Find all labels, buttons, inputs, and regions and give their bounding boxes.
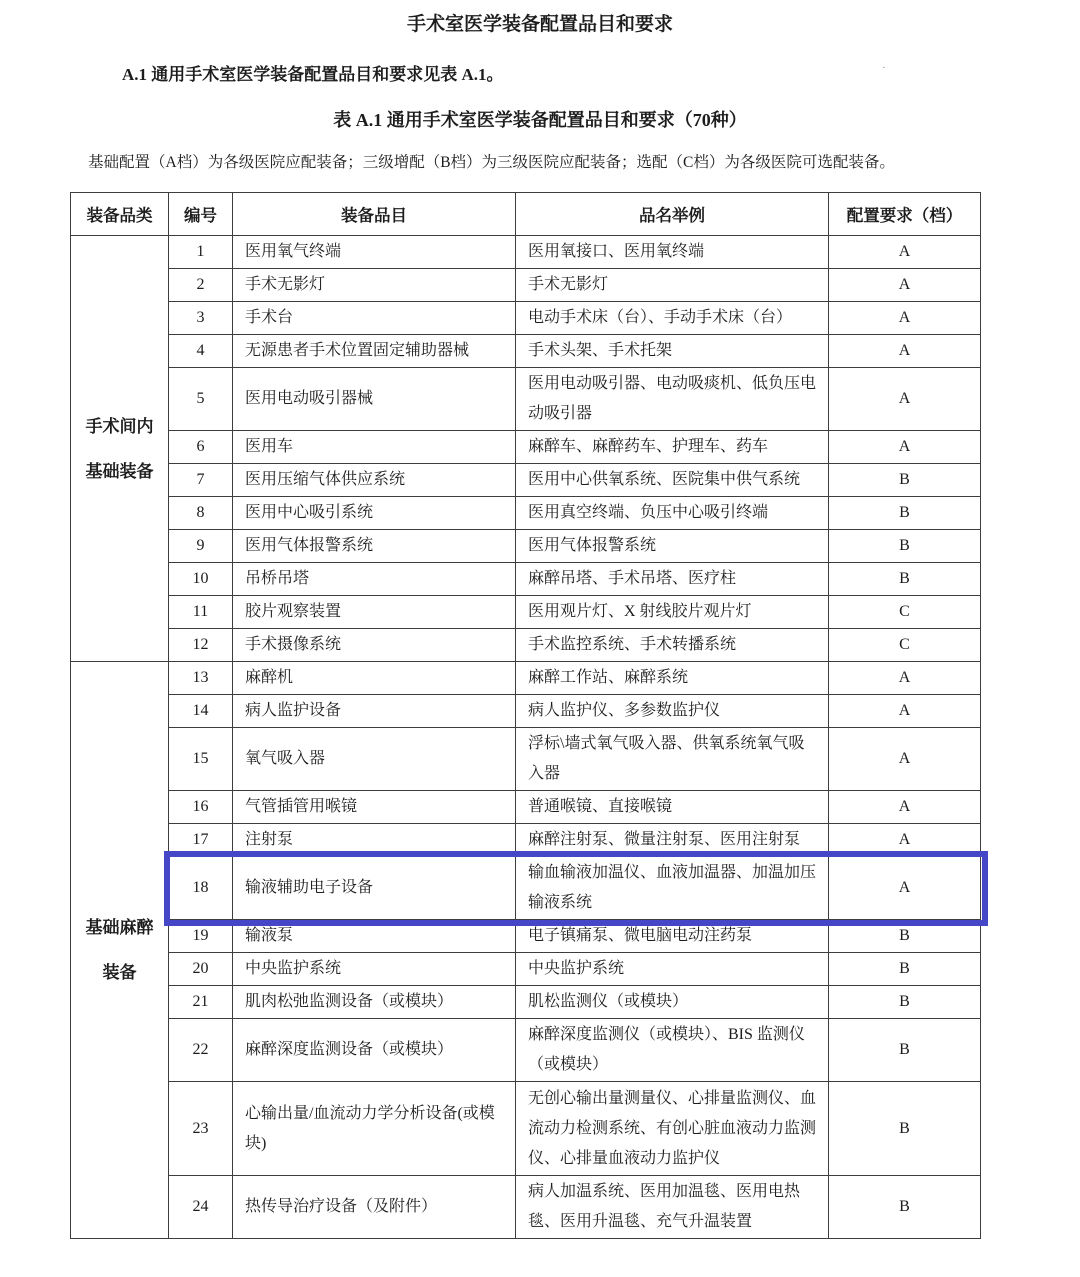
cell-grade: A (829, 662, 981, 695)
cell-grade: A (829, 236, 981, 269)
cell-grade: B (829, 1176, 981, 1239)
cell-item: 胶片观察装置 (233, 596, 516, 629)
cell-examples: 病人加温系统、医用加温毯、医用电热毯、医用升温毯、充气升温装置 (516, 1176, 829, 1239)
table-row (71, 530, 981, 563)
cell-item: 无源患者手术位置固定辅助器械 (233, 335, 516, 368)
cell-item: 输液泵 (233, 920, 516, 953)
cell-number: 12 (169, 629, 233, 662)
cell-examples: 电子镇痛泵、微电脑电动注药泵 (516, 920, 829, 953)
cell-grade: B (829, 497, 981, 530)
equipment-table (70, 192, 981, 1239)
cell-number: 10 (169, 563, 233, 596)
cell-examples: 麻醉车、麻醉药车、护理车、药车 (516, 431, 829, 464)
cell-item: 手术台 (233, 302, 516, 335)
cell-examples: 手术头架、手术托架 (516, 335, 829, 368)
cell-examples: 输血输液加温仪、血液加温器、加温加压输液系统 (516, 857, 829, 920)
cell-number: 1 (169, 236, 233, 269)
table-row (71, 497, 981, 530)
cell-number: 8 (169, 497, 233, 530)
cell-item: 麻醉深度监测设备（或模块） (233, 1019, 516, 1082)
column-header: 配置要求（档） (829, 193, 981, 236)
cell-grade: A (829, 302, 981, 335)
cell-number: 7 (169, 464, 233, 497)
table-row (71, 236, 981, 269)
table-row (71, 1176, 981, 1239)
table-row (71, 1019, 981, 1082)
cell-grade: A (829, 791, 981, 824)
cell-examples: 麻醉吊塔、手术吊塔、医疗柱 (516, 563, 829, 596)
cell-grade: A (829, 857, 981, 920)
cell-examples: 医用观片灯、X 射线胶片观片灯 (516, 596, 829, 629)
column-header: 编号 (169, 193, 233, 236)
cell-item: 手术无影灯 (233, 269, 516, 302)
category-cell (71, 236, 169, 662)
cell-item: 医用车 (233, 431, 516, 464)
cell-item: 热传导治疗设备（及附件） (233, 1176, 516, 1239)
cell-number: 24 (169, 1176, 233, 1239)
cell-number: 22 (169, 1019, 233, 1082)
column-header: 装备品目 (233, 193, 516, 236)
cell-examples: 医用氧接口、医用氧终端 (516, 236, 829, 269)
cell-number: 15 (169, 728, 233, 791)
cell-grade: A (829, 824, 981, 857)
table-row (71, 857, 981, 920)
cell-grade: B (829, 530, 981, 563)
cell-examples: 医用电动吸引器、电动吸痰机、低负压电动吸引器 (516, 368, 829, 431)
cell-item: 肌肉松弛监测设备（或模块） (233, 986, 516, 1019)
table-row (71, 1082, 981, 1176)
cell-number: 13 (169, 662, 233, 695)
table-row (71, 695, 981, 728)
cell-grade: A (829, 728, 981, 791)
cell-item: 注射泵 (233, 824, 516, 857)
table-row (71, 302, 981, 335)
cell-examples: 麻醉深度监测仪（或模块）、BIS 监测仪（或模块） (516, 1019, 829, 1082)
page-title: 手术室医学装备配置品目和要求 (406, 14, 673, 35)
cell-item: 麻醉机 (233, 662, 516, 695)
cell-grade: C (829, 596, 981, 629)
cell-examples: 电动手术床（台）、手动手术床（台） (516, 302, 829, 335)
column-header: 品名举例 (516, 193, 829, 236)
cell-number: 4 (169, 335, 233, 368)
cell-item: 心输出量/血流动力学分析设备(或模块) (233, 1082, 516, 1176)
cell-number: 9 (169, 530, 233, 563)
cell-item: 手术摄像系统 (233, 629, 516, 662)
category-label-line: 手术间内 (85, 416, 154, 436)
cell-grade: B (829, 464, 981, 497)
intro-text: A.1 通用手术室医学装备配置品目和要求见表 A.1。 (122, 65, 504, 84)
table-row (71, 464, 981, 497)
table-body (71, 236, 981, 1239)
cell-number: 23 (169, 1082, 233, 1176)
cell-examples: 肌松监测仪（或模块） (516, 986, 829, 1019)
cell-number: 14 (169, 695, 233, 728)
cell-number: 11 (169, 596, 233, 629)
cell-examples: 无创心输出量测量仪、心排量监测仪、血流动力检测系统、有创心脏血液动力监测仪、心排量血液动力监护仪 (516, 1082, 829, 1176)
cell-item: 医用气体报警系统 (233, 530, 516, 563)
table-row (71, 431, 981, 464)
cell-grade: B (829, 920, 981, 953)
table-row (71, 824, 981, 857)
cell-examples: 医用真空终端、负压中心吸引终端 (516, 497, 829, 530)
table-row (71, 335, 981, 368)
table-row (71, 986, 981, 1019)
scan-speck: · (882, 62, 886, 74)
table-caption: 表 A.1 通用手术室医学装备配置品目和要求（70种） (333, 110, 747, 130)
cell-grade: B (829, 1019, 981, 1082)
column-header: 装备品类 (71, 193, 169, 236)
cell-number: 16 (169, 791, 233, 824)
cell-number: 17 (169, 824, 233, 857)
header-row (71, 193, 981, 236)
cell-item: 输液辅助电子设备 (233, 857, 516, 920)
cell-number: 6 (169, 431, 233, 464)
cell-grade: B (829, 986, 981, 1019)
cell-examples: 病人监护仪、多参数监护仪 (516, 695, 829, 728)
cell-examples: 手术无影灯 (516, 269, 829, 302)
table-row (71, 368, 981, 431)
cell-grade: A (829, 368, 981, 431)
cell-examples: 医用气体报警系统 (516, 530, 829, 563)
cell-examples: 麻醉注射泵、微量注射泵、医用注射泵 (516, 824, 829, 857)
category-label-line: 装备 (102, 963, 137, 982)
category-label-line: 基础麻醉 (85, 918, 154, 937)
cell-grade: B (829, 953, 981, 986)
cell-grade: A (829, 269, 981, 302)
cell-grade: B (829, 563, 981, 596)
cell-grade: A (829, 431, 981, 464)
table-row (71, 953, 981, 986)
cell-item: 医用电动吸引器械 (233, 368, 516, 431)
category-label-line: 基础装备 (85, 461, 154, 481)
cell-examples: 医用中心供氧系统、医院集中供气系统 (516, 464, 829, 497)
cell-grade: A (829, 695, 981, 728)
category-cell (71, 662, 169, 1239)
cell-item: 医用中心吸引系统 (233, 497, 516, 530)
cell-item: 氧气吸入器 (233, 728, 516, 791)
cell-number: 20 (169, 953, 233, 986)
cell-grade: C (829, 629, 981, 662)
cell-item: 医用氧气终端 (233, 236, 516, 269)
cell-number: 18 (169, 857, 233, 920)
cell-grade: A (829, 335, 981, 368)
table-row (71, 596, 981, 629)
table-row (71, 791, 981, 824)
cell-item: 病人监护设备 (233, 695, 516, 728)
cell-number: 19 (169, 920, 233, 953)
cell-number: 2 (169, 269, 233, 302)
note-text: 基础配置（A档）为各级医院应配装备；三级增配（B档）为三级医院应配装备；选配（C档）为各级医院可选配装备。 (88, 154, 895, 171)
cell-number: 21 (169, 986, 233, 1019)
table-row (71, 269, 981, 302)
table-row (71, 563, 981, 596)
cell-examples: 浮标\墙式氧气吸入器、供氧系统氧气吸入器 (516, 728, 829, 791)
cell-examples: 麻醉工作站、麻醉系统 (516, 662, 829, 695)
cell-number: 5 (169, 368, 233, 431)
cell-grade: B (829, 1082, 981, 1176)
cell-examples: 普通喉镜、直接喉镜 (516, 791, 829, 824)
cell-item: 吊桥吊塔 (233, 563, 516, 596)
cell-examples: 手术监控系统、手术转播系统 (516, 629, 829, 662)
cell-item: 气管插管用喉镜 (233, 791, 516, 824)
table-row (71, 728, 981, 791)
cell-number: 3 (169, 302, 233, 335)
table-row (71, 920, 981, 953)
cell-item: 中央监护系统 (233, 953, 516, 986)
cell-item: 医用压缩气体供应系统 (233, 464, 516, 497)
table-row (71, 662, 981, 695)
cell-examples: 中央监护系统 (516, 953, 829, 986)
table-head (71, 193, 981, 236)
table-row (71, 629, 981, 662)
